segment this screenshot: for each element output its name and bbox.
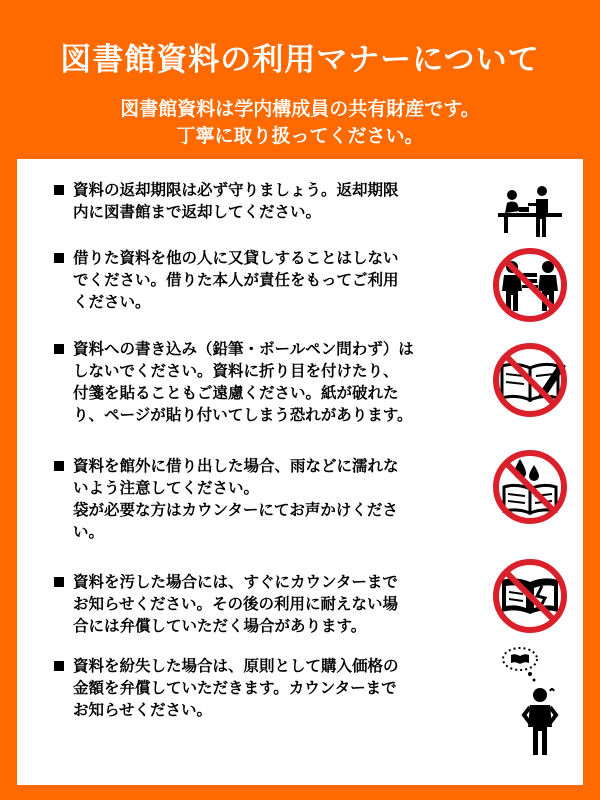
rule-text (73, 338, 487, 426)
page-subtitle (0, 96, 600, 150)
rule-line: 資料の返却期限は必ず守りましょう。返却期限 (73, 181, 399, 199)
no-lending-to-others-icon (490, 245, 570, 325)
bullet-square (54, 253, 64, 263)
subtitle-line: 丁寧に取り扱ってください。 (176, 125, 424, 147)
library-counter-return-icon (490, 173, 570, 253)
no-damaged-books-icon (490, 556, 570, 636)
rule-line: しないでください。資料に折り目を付けたり、 (73, 362, 399, 380)
rule-line: いよう注意してください。 (73, 479, 260, 497)
bullet-square (54, 661, 64, 671)
rule-line: お知らせください。 (73, 701, 213, 719)
page-title: 図書館資料の利用マナーについて (60, 42, 540, 78)
rule-line: 資料を汚した場合には、すぐにカウンターまで (73, 573, 398, 591)
rule-line: 資料を紛失した場合は、原則として購入価格の (73, 657, 399, 675)
bullet-square (54, 344, 64, 354)
rule-line: 金額を弁償していただきます。カウンターまで (73, 679, 397, 697)
rule-line: お知らせください。その後の利用に耐えない場 (73, 595, 399, 613)
rule-line: 資料を館外に借り出した場合、雨などに濡れな (73, 457, 399, 475)
rule-text (73, 655, 487, 721)
rule-line: 内に図書館まで返却してください。 (73, 203, 322, 221)
rule-line: り、ページが貼り付いてしまう恐れがあります。 (73, 406, 413, 424)
rule-line: 合には弁償していただく場合があります。 (73, 617, 367, 635)
lost-book-worried-person-icon (490, 643, 570, 763)
rule-line: 付箋を貼ることもご遠慮ください。紙が破れた (73, 384, 399, 402)
bullet-square (54, 577, 64, 587)
rule-text (73, 571, 487, 637)
rule-text (73, 247, 487, 313)
no-wet-books-icon (490, 447, 570, 527)
rule-line: 資料への書き込み（鉛筆・ボールペン問わず）は (73, 340, 414, 358)
rules-panel (17, 159, 583, 785)
rule-text (73, 455, 487, 543)
no-writing-in-books-icon (490, 340, 570, 420)
rule-line: 袋が必要な方はカウンターにてお声かけくださ (73, 501, 398, 519)
rule-line: い。 (73, 523, 105, 541)
rule-line: ください。 (73, 293, 151, 311)
rule-line: でください。借りた本人が責任をもってご利用 (73, 271, 399, 289)
subtitle-line: 図書館資料は学内構成員の共有財産です。 (120, 98, 480, 120)
bullet-square (54, 185, 64, 195)
rule-text (73, 179, 487, 223)
bullet-square (54, 461, 64, 471)
rule-line: 借りた資料を他の人に又貸しすることはしない (73, 249, 399, 267)
